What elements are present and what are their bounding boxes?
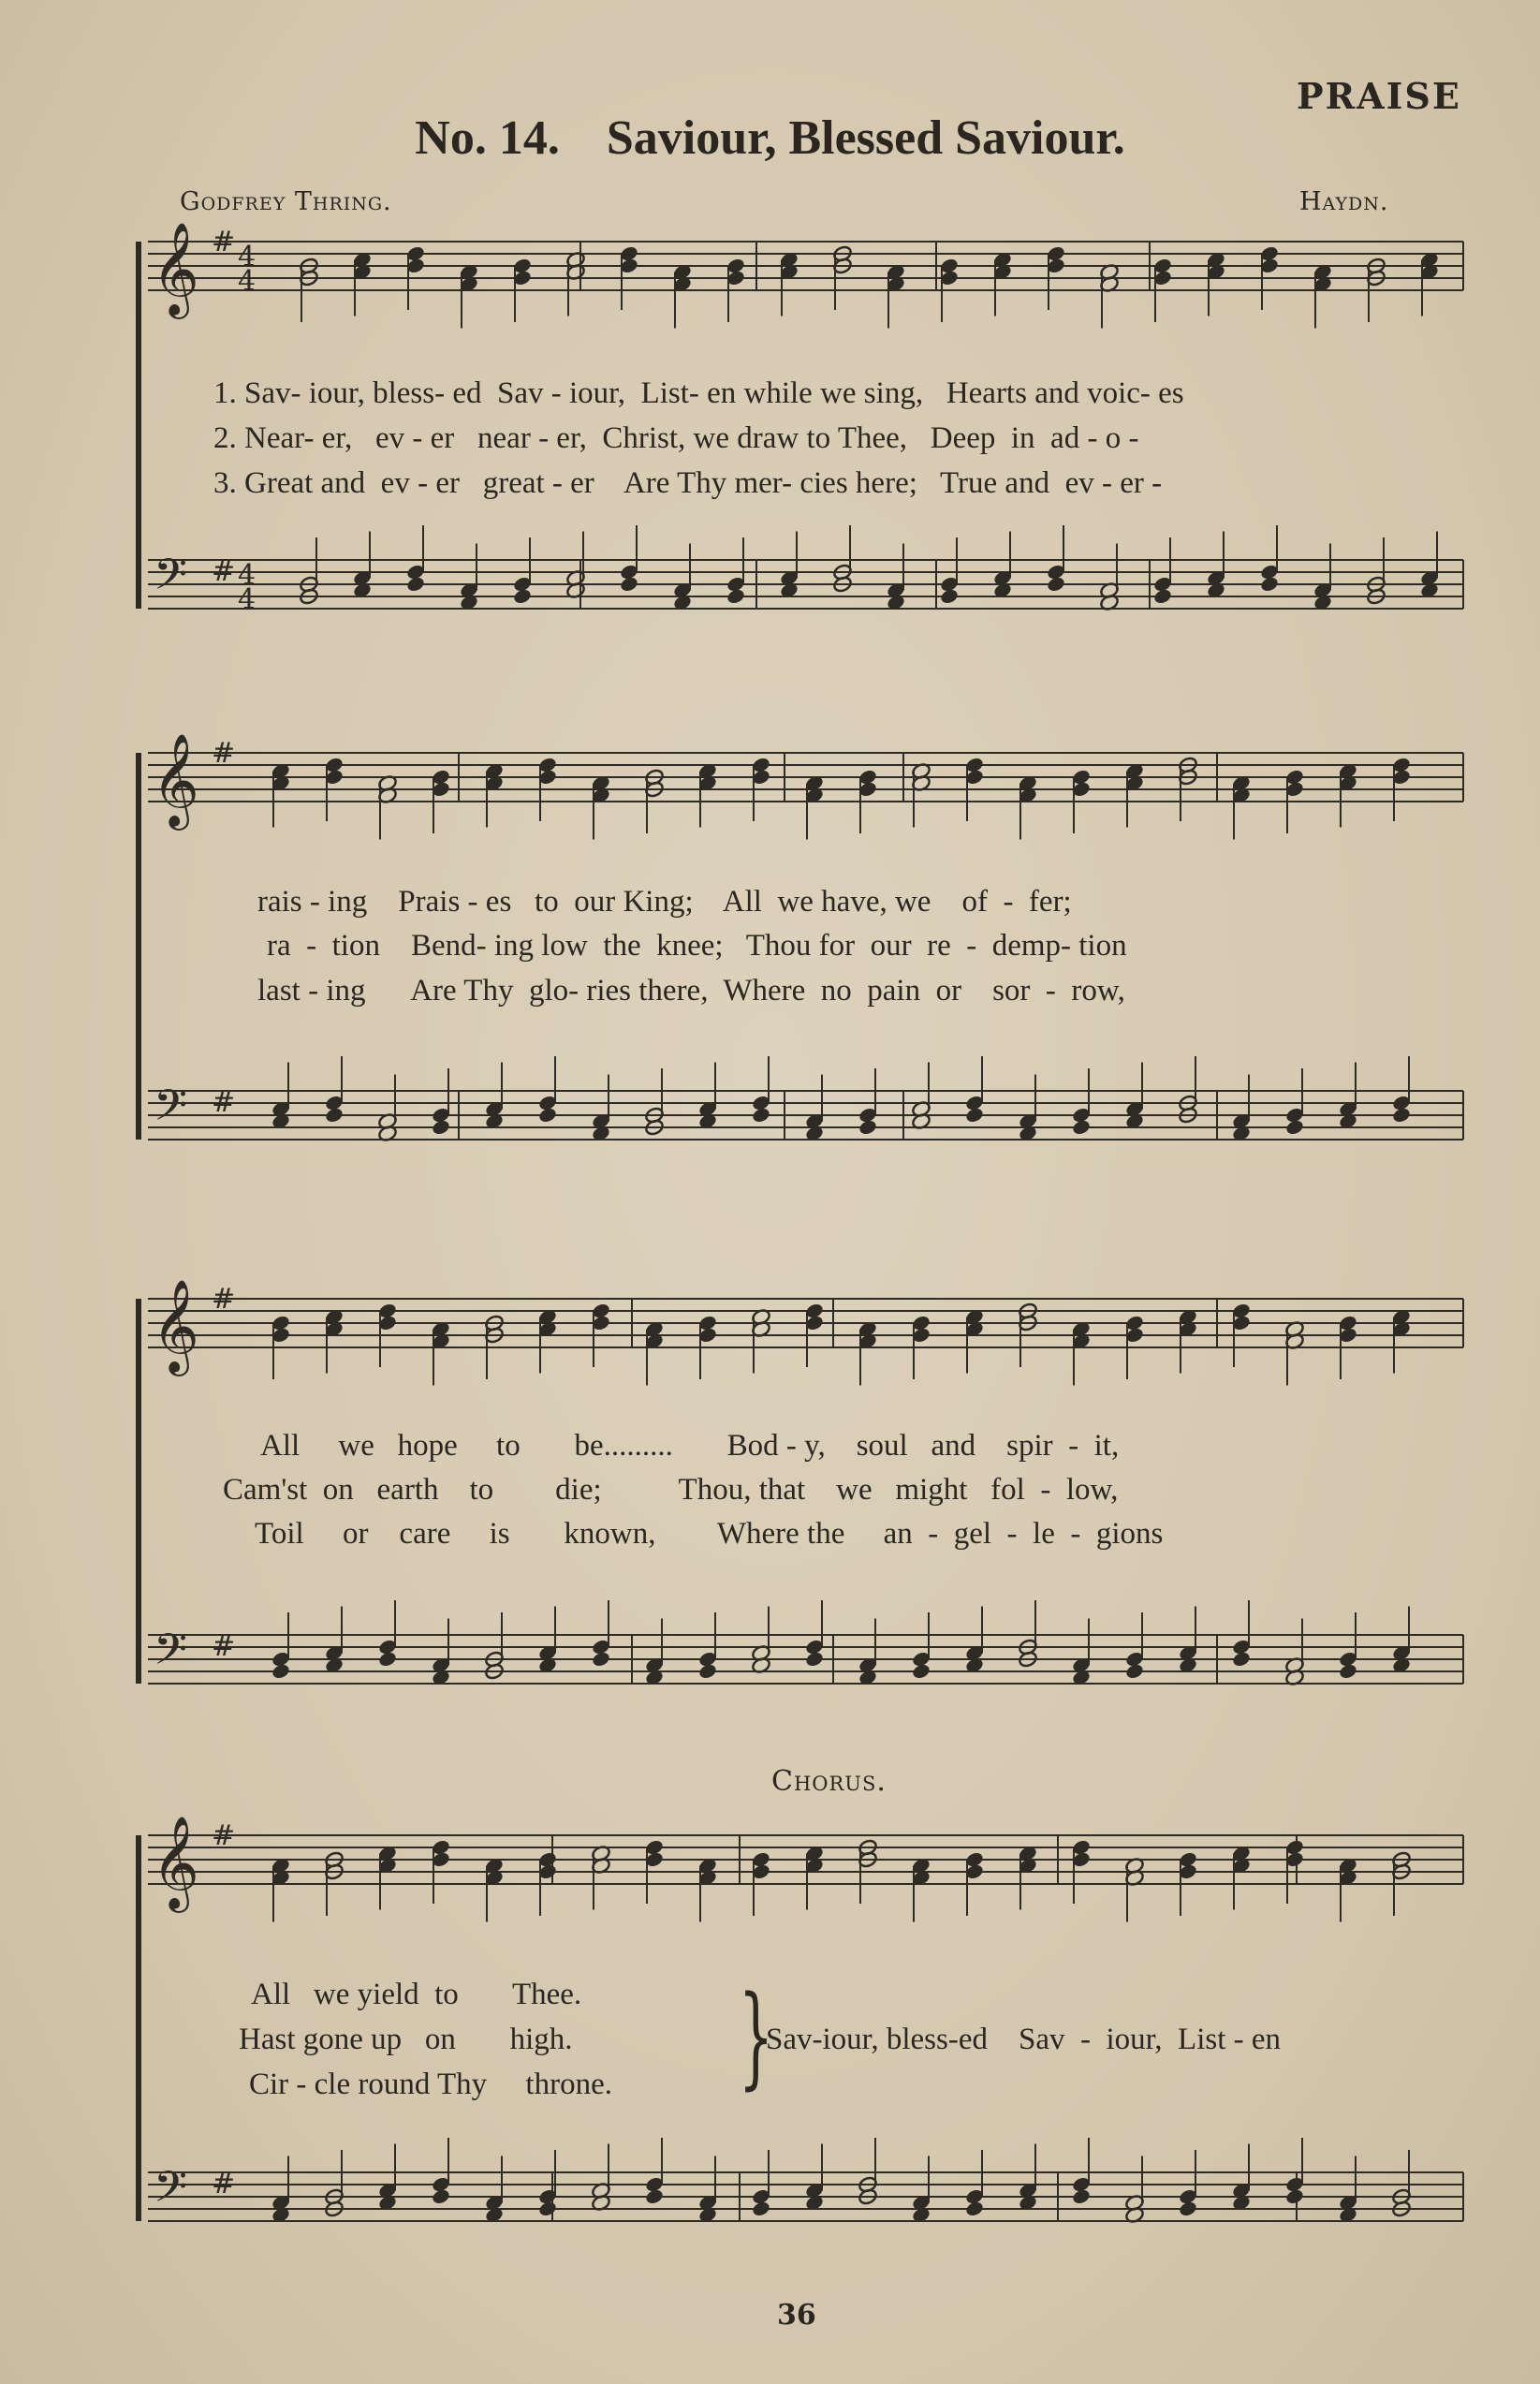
composer-credit: Haydn.	[1299, 187, 1389, 216]
page-number: 36	[777, 2299, 816, 2332]
lyric-line-2-verse-1: rais - ing Prais - es to our King; All we have, we of - fer;	[257, 885, 1072, 919]
note-head	[537, 1106, 558, 1124]
note-head	[1284, 2187, 1305, 2205]
key-sharp-icon: #	[212, 1819, 236, 1852]
chorus-label: Chorus.	[771, 1765, 887, 1798]
note-head	[1231, 1650, 1252, 1668]
lyric-line-2-verse-2: ra - tion Bend- ing low the knee; Thou for our re - demp- tion	[267, 929, 1127, 963]
lyric-line-1-verse-2: 2. Near- er, ev - er near - er, Christ, we draw to Thee, Deep in ad - o -	[213, 421, 1139, 455]
lyric-line-1-verse-1: 1. Sav- iour, bless- ed Sav - iour, List- en while we sing, Hearts and voic- es	[213, 376, 1184, 410]
treble-clef-icon: 𝄞	[152, 733, 199, 827]
lyricist-credit: Godfrey Thring.	[180, 187, 392, 216]
note-head	[405, 575, 426, 593]
note-head	[964, 2200, 985, 2217]
note-head	[431, 2187, 451, 2205]
note-head	[644, 2187, 665, 2205]
lyric-line-3-verse-2: Cam'st on earth to die; Thou, that we might fol - low,	[223, 1473, 1119, 1507]
note-head	[911, 1662, 931, 1680]
note-head	[751, 1106, 771, 1124]
note-head	[1071, 2187, 1092, 2205]
note-head	[377, 1650, 398, 1668]
note-head	[964, 1106, 985, 1124]
key-sharp-icon: #	[212, 555, 236, 588]
bass-clef-icon: 𝄢	[154, 1081, 188, 1141]
note-head	[537, 2200, 558, 2217]
lyric-line-1-verse-3: 3. Great and ev - er great - er Are Thy mer- cies here; True and ev - er -	[213, 466, 1163, 500]
treble-clef-icon: 𝄞	[152, 222, 199, 316]
note-head	[1284, 1118, 1305, 1136]
time-signature-bottom: 4	[238, 583, 257, 616]
note-head	[1071, 1118, 1092, 1136]
note-heads	[271, 244, 1440, 2224]
bass-clef-icon: 𝄢	[154, 1625, 188, 1685]
time-signature-top: 4	[238, 559, 257, 592]
note-head	[1178, 2200, 1198, 2217]
lyric-line-4-verse-1: All we yield to Thee.	[251, 1978, 582, 2011]
time-signature-bottom: 4	[238, 265, 257, 298]
note-head	[619, 575, 639, 593]
staff-lines	[139, 242, 1463, 2221]
note-head	[512, 587, 533, 605]
lyric-line-2-verse-3: last - ing Are Thy glo- ries there, Where no pain or sor - row,	[257, 974, 1125, 1008]
key-sharp-icon: #	[212, 1086, 236, 1119]
treble-clef-icon: 𝄞	[152, 1279, 199, 1373]
treble-clef-icon: 𝄞	[152, 1816, 199, 1909]
note-head	[1391, 1106, 1412, 1124]
bass-clef-icon: 𝄢	[154, 2162, 188, 2223]
note-head	[858, 1118, 878, 1136]
note-head	[1259, 575, 1280, 593]
hymn-number: No. 14.	[415, 111, 560, 165]
note-head	[804, 1650, 825, 1668]
note-head	[726, 587, 746, 605]
note-head	[324, 1106, 345, 1124]
verse-brace: }	[738, 1971, 774, 2100]
key-sharp-icon: #	[212, 2168, 236, 2200]
note-head	[1152, 587, 1173, 605]
note-head	[1338, 1662, 1358, 1680]
note-head	[1046, 575, 1066, 593]
note-head	[697, 1662, 718, 1680]
lyric-line-3-verse-3: Toil or care is known, Where the an - gel - le - gions	[255, 1517, 1164, 1551]
note-head	[271, 1662, 291, 1680]
note-head	[591, 1650, 611, 1668]
lyric-line-4-verse-3: Cir - cle round Thy throne.	[249, 2068, 612, 2101]
time-signature-top: 4	[238, 241, 257, 273]
key-sharp-icon: #	[212, 1283, 236, 1316]
clef-symbols	[152, 222, 256, 2223]
hymn-title-text: Saviour, Blessed Saviour.	[606, 111, 1125, 165]
lyric-line-3-verse-1: All we hope to be......... Bod - y, soul and spir - it,	[260, 1429, 1120, 1463]
chorus-lyric: Sav-iour, bless-ed Sav - iour, List - en	[766, 2023, 1282, 2056]
note-head	[431, 1118, 451, 1136]
note-head	[939, 587, 960, 605]
key-sharp-icon: #	[212, 737, 236, 770]
key-sharp-icon: #	[212, 226, 236, 258]
note-head	[1124, 1662, 1145, 1680]
note-head	[751, 2200, 771, 2217]
key-sharp-icon: #	[212, 1630, 236, 1663]
section-label: PRAISE	[1297, 75, 1461, 117]
lyric-line-4-verse-2: Hast gone up on high.	[239, 2023, 573, 2056]
bass-clef-icon: 𝄢	[154, 550, 188, 611]
